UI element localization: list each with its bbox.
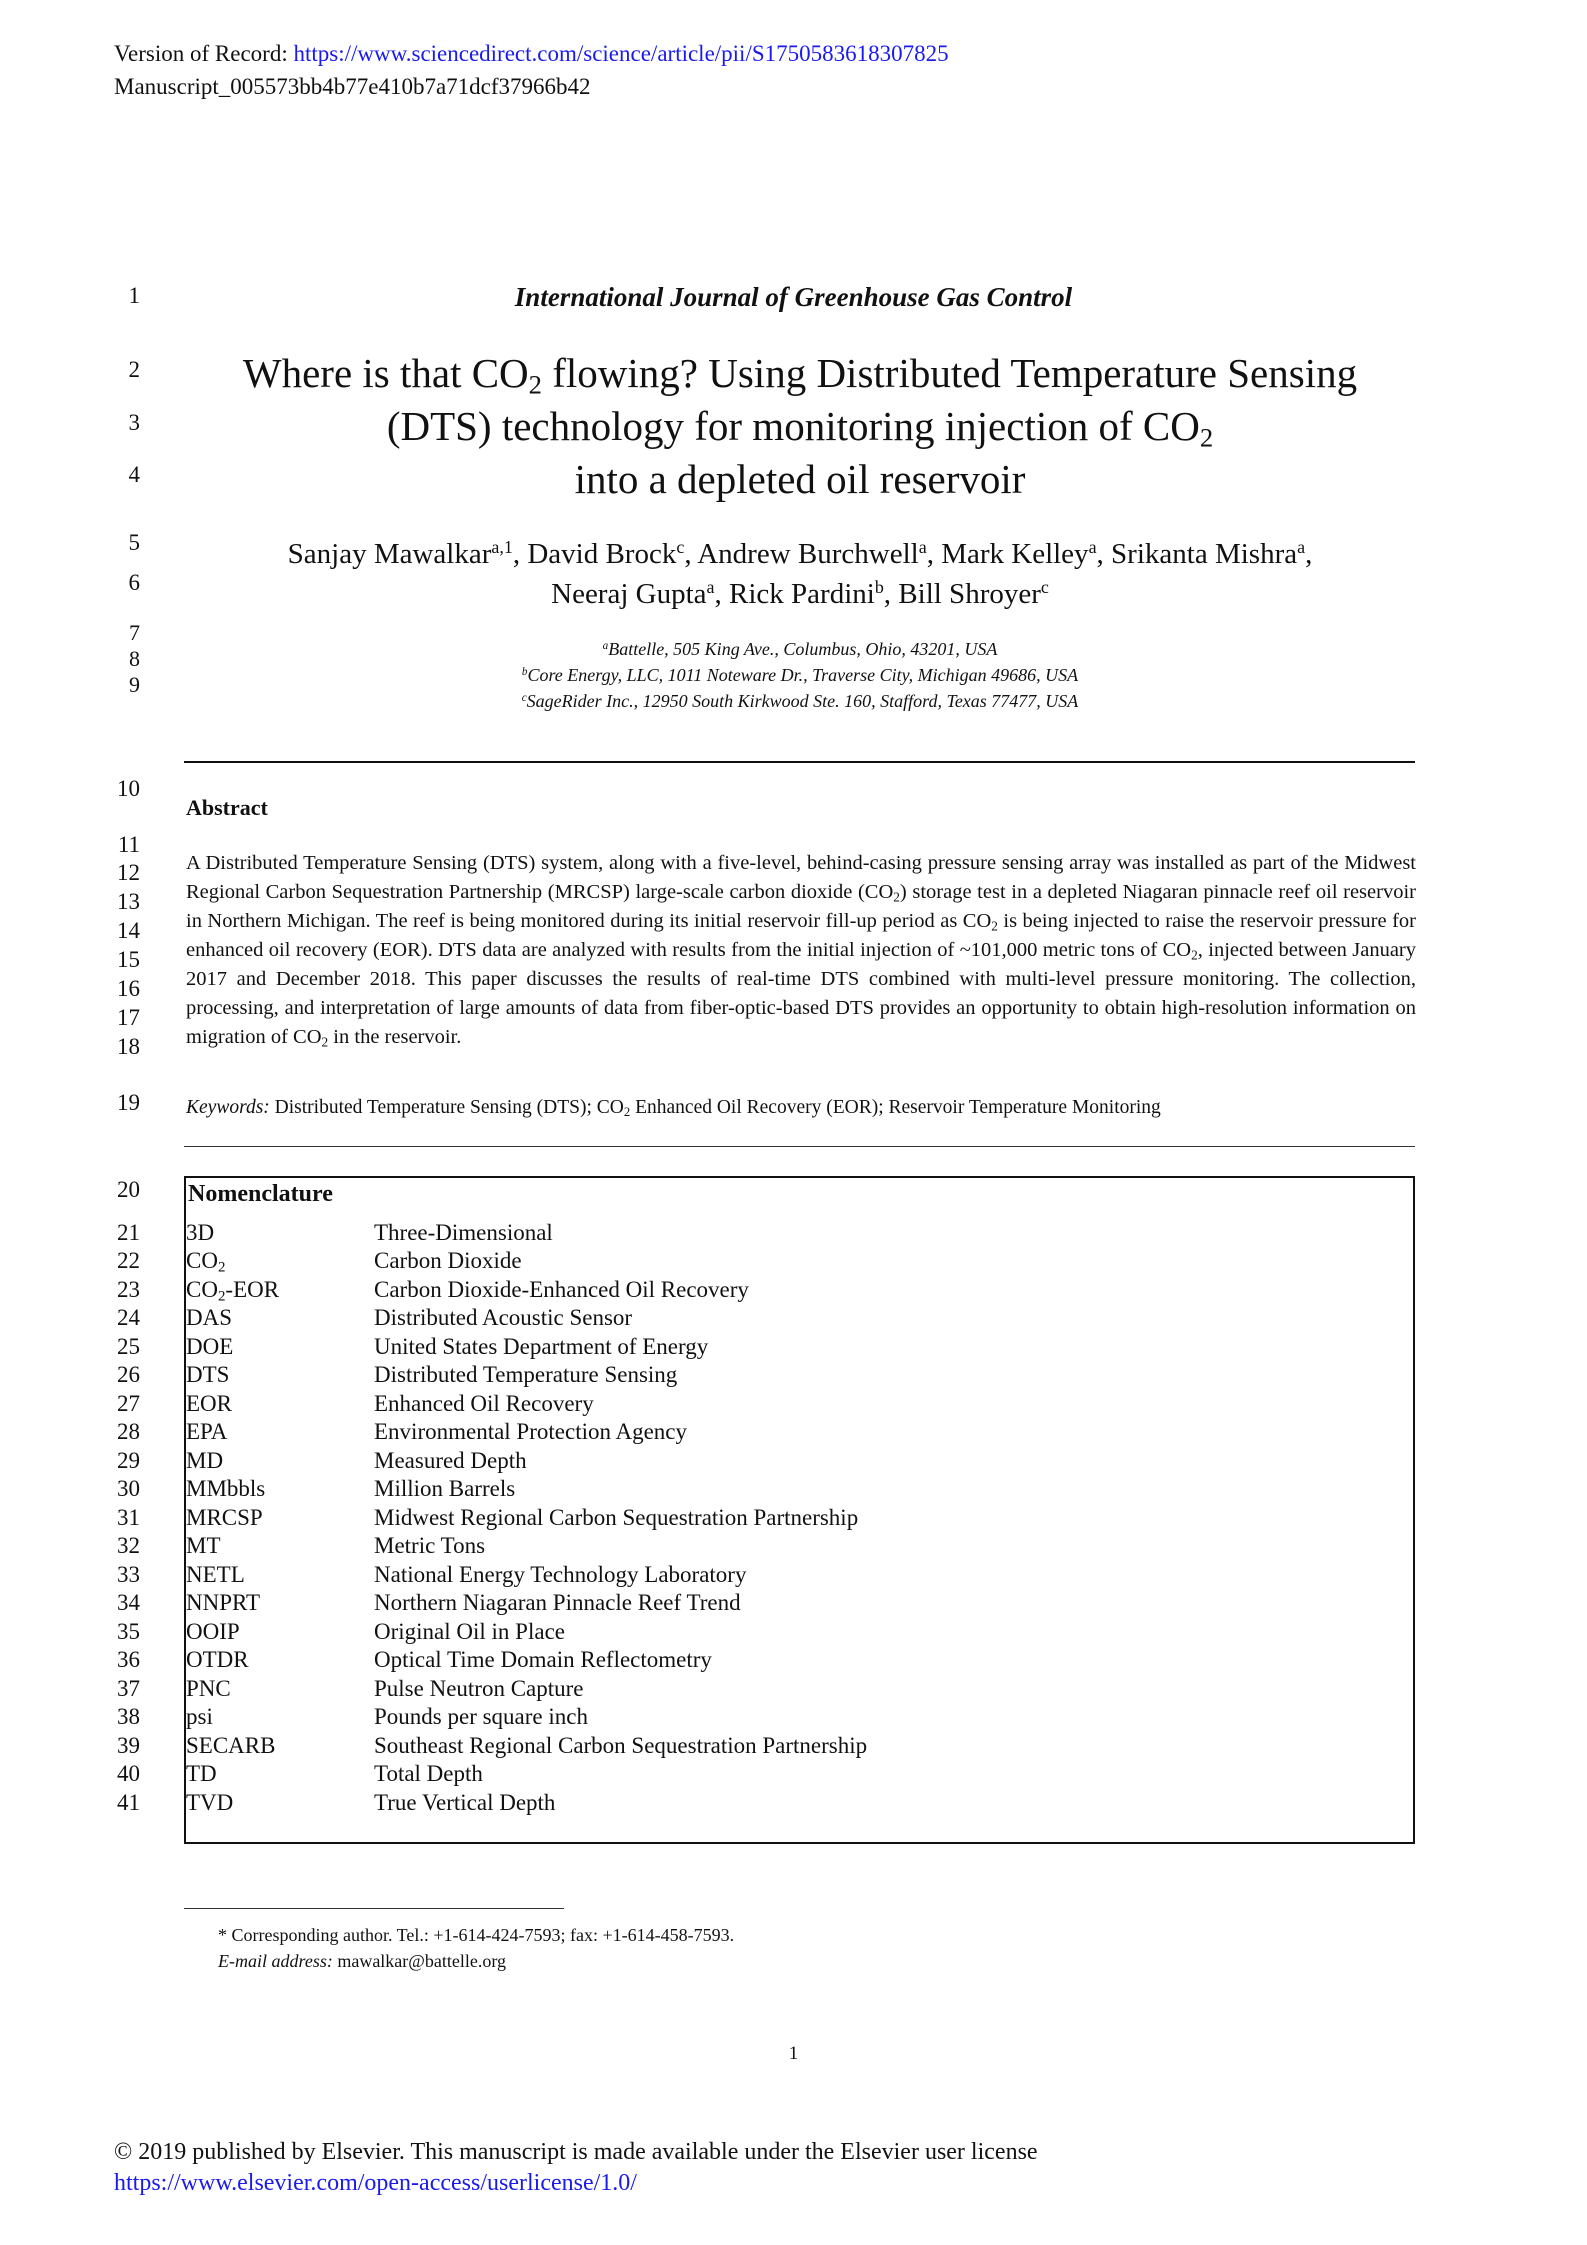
affiliation-mark: b xyxy=(521,665,528,678)
nomenclature-abbr xyxy=(186,1761,217,1787)
nomenclature-heading: Nomenclature xyxy=(188,1181,333,1207)
manuscript-id: Manuscript_005573bb4b77e410b7a71dcf37966b42 xyxy=(114,74,591,99)
nomenclature-definition: Measured Depth xyxy=(374,1448,527,1473)
line-number: 29 xyxy=(117,1448,140,1473)
abbr-text: NETL xyxy=(186,1562,245,1587)
nomenclature-definition: Environmental Protection Agency xyxy=(374,1419,687,1444)
page-number: 1 xyxy=(788,2043,799,2064)
nomenclature-abbr xyxy=(186,1533,221,1559)
abstract-heading: Abstract xyxy=(186,795,268,820)
nomenclature-definition: Carbon Dioxide-Enhanced Oil Recovery xyxy=(374,1277,749,1302)
abbr-text: EPA xyxy=(186,1419,228,1444)
author-name: Mark Kelley xyxy=(941,538,1089,570)
abbr-text: 3D xyxy=(186,1220,215,1245)
author-affiliation-mark: a xyxy=(918,537,927,558)
nomenclature-definition: Three-Dimensional xyxy=(374,1220,553,1245)
line-number: 1 xyxy=(128,283,140,308)
nomenclature-abbr xyxy=(186,1790,233,1816)
line-number: 5 xyxy=(128,530,140,555)
abbr-text: DTS xyxy=(186,1362,230,1387)
copyright-notice: © 2019 published by Elsevier. This manuscript is made available under the Elsevier user license xyxy=(114,2139,1038,2165)
line-number: 35 xyxy=(117,1619,140,1644)
title-line2-sub: 2 xyxy=(1199,422,1214,453)
nomenclature-definition: Million Barrels xyxy=(374,1476,516,1501)
nomenclature-abbr xyxy=(186,1391,232,1417)
author-affiliation-mark: b xyxy=(874,577,884,598)
author-line-1 xyxy=(180,534,1420,574)
nomenclature-abbr xyxy=(186,1647,249,1673)
affiliation-line xyxy=(180,688,1420,714)
nomenclature-abbr xyxy=(186,1248,225,1274)
abbr-subscript: 2 xyxy=(217,1259,226,1276)
nomenclature-definition: United States Department of Energy xyxy=(374,1334,709,1359)
line-number: 41 xyxy=(117,1790,140,1815)
line-number: 38 xyxy=(117,1704,140,1729)
nomenclature-definition: Carbon Dioxide xyxy=(374,1248,522,1273)
line-number: 3 xyxy=(128,410,140,435)
abbr-text: MD xyxy=(186,1448,224,1473)
line-number: 11 xyxy=(117,832,140,857)
title-line1-sub: 2 xyxy=(528,369,542,400)
license-url xyxy=(114,2170,637,2197)
affiliation-line xyxy=(180,636,1420,662)
author-affiliation-mark: a xyxy=(1088,537,1097,558)
nomenclature-definition: Metric Tons xyxy=(374,1533,486,1558)
abstract-sub-1: 2 xyxy=(893,889,900,905)
line-number: 16 xyxy=(117,976,140,1001)
line-number: 6 xyxy=(128,570,140,595)
keywords-bottom-rule xyxy=(184,1146,1415,1147)
abstract-part-4: , injected between January 2017 and December 2018. This paper discusses the results of real-time DTS combined with multi-level pressure monitoring. The collection, processing, and interpretation of large amounts of data from fiber-optic-based DTS provides an opportunity to obtain high-resolution information on migration of CO xyxy=(186,939,1416,1048)
line-number: 21 xyxy=(117,1220,140,1245)
line-number: 25 xyxy=(117,1334,140,1359)
nomenclature-abbr xyxy=(186,1448,223,1474)
abbr-subscript: 2 xyxy=(217,1288,226,1305)
keywords-pre: Distributed Temperature Sensing (DTS); CO xyxy=(269,1097,624,1118)
author-separator: , xyxy=(883,578,899,610)
footnote-corresponding: * Corresponding author. Tel.: +1-614-424-7593; fax: +1-614-458-7593. xyxy=(218,1925,735,1945)
author-separator: , xyxy=(1096,538,1112,570)
abbr-text: CO xyxy=(186,1277,218,1302)
line-number: 28 xyxy=(117,1419,140,1444)
nomenclature-abbr xyxy=(186,1562,245,1588)
line-number: 23 xyxy=(117,1277,140,1302)
line-number: 37 xyxy=(117,1676,140,1701)
abstract-part-5: in the reservoir. xyxy=(328,1026,462,1048)
nomenclature-definition: Pulse Neutron Capture xyxy=(374,1676,584,1701)
abbr-text: MMbbls xyxy=(186,1476,266,1501)
author-separator: , xyxy=(512,538,528,570)
line-number: 32 xyxy=(117,1533,140,1558)
nomenclature-abbr xyxy=(186,1277,279,1303)
nomenclature-abbr xyxy=(186,1220,214,1246)
keywords-sub: 2 xyxy=(623,1105,631,1120)
line-number: 33 xyxy=(117,1562,140,1587)
abbr-text: DAS xyxy=(186,1305,233,1330)
author-separator: , xyxy=(1305,538,1313,570)
affiliations xyxy=(180,636,1420,714)
nomenclature-abbr xyxy=(186,1476,265,1502)
affiliation-mark: a xyxy=(602,639,609,652)
keywords xyxy=(186,1097,1161,1119)
line-number: 4 xyxy=(128,462,140,487)
line-number: 13 xyxy=(117,889,140,914)
affiliation-line xyxy=(180,662,1420,688)
line-number: 31 xyxy=(117,1505,140,1530)
author-name: Neeraj Gupta xyxy=(551,578,707,610)
author-affiliation-mark: c xyxy=(1040,577,1049,598)
version-of-record xyxy=(114,40,949,68)
abbr-text: NNPRT xyxy=(186,1590,261,1615)
email-label: E-mail address: xyxy=(218,1951,333,1971)
line-number: 17 xyxy=(117,1005,140,1030)
nomenclature-definition: Distributed Temperature Sensing xyxy=(374,1362,678,1387)
line-number: 10 xyxy=(117,776,140,801)
email-address[interactable]: mawalkar@battelle.org xyxy=(332,1951,507,1971)
line-number: 20 xyxy=(117,1177,140,1202)
author-name: Rick Pardini xyxy=(729,578,875,610)
nomenclature-definition: Enhanced Oil Recovery xyxy=(374,1391,594,1416)
nomenclature-abbr xyxy=(186,1362,229,1388)
title-line1-pre: Where is that CO xyxy=(242,350,529,396)
version-url-link[interactable]: https://www.sciencedirect.com/science/article/pii/S1750583618307825 xyxy=(293,41,949,66)
nomenclature-definition: True Vertical Depth xyxy=(374,1790,556,1815)
line-number: 30 xyxy=(117,1476,140,1501)
author-name: Andrew Burchwell xyxy=(697,538,919,570)
footnote-rule xyxy=(184,1908,564,1909)
abbr-text: MRCSP xyxy=(186,1505,263,1530)
abstract-part-2: ) storage test in a depleted Niagaran pinnacle reef oil reservoir in Northern Michigan. The reef is being monitored during its initial reservoir fill-up period as CO xyxy=(186,881,1416,932)
footnote-email xyxy=(218,1951,506,1972)
line-number: 8 xyxy=(129,646,140,671)
author-list xyxy=(180,534,1420,614)
author-separator: , xyxy=(714,578,730,610)
version-label: Version of Record: xyxy=(114,41,294,66)
author-separator: , xyxy=(926,538,942,570)
nomenclature-abbr xyxy=(186,1419,227,1445)
line-number: 9 xyxy=(129,672,140,697)
affiliation-mark: c xyxy=(521,691,527,704)
nomenclature-abbr xyxy=(186,1676,231,1702)
paper-title xyxy=(180,347,1420,506)
abbr-text: TD xyxy=(186,1761,217,1786)
nomenclature-definition: Original Oil in Place xyxy=(374,1619,565,1644)
abstract-body xyxy=(186,849,1416,1052)
nomenclature-abbr xyxy=(186,1733,275,1759)
nomenclature-definition: Midwest Regional Carbon Sequestration Partnership xyxy=(374,1505,859,1530)
abstract-part-3: is being injected to raise the reservoir pressure for enhanced oil recovery (EOR). DTS data are analyzed with results from the initial injection of ~101,000 metric tons of CO xyxy=(186,910,1416,961)
author-name: Bill Shroyer xyxy=(898,578,1041,610)
line-number: 36 xyxy=(117,1647,140,1672)
journal-name: International Journal of Greenhouse Gas Control xyxy=(514,282,1073,312)
nomenclature-definition: Pounds per square inch xyxy=(374,1704,588,1729)
author-name: Srikanta Mishra xyxy=(1111,538,1298,570)
license-link[interactable]: https://www.elsevier.com/open-access/userlicense/1.0/ xyxy=(114,2170,637,2196)
line-number: 14 xyxy=(117,918,140,943)
author-affiliation-mark: a,1 xyxy=(491,537,513,558)
title-line2-pre: (DTS) technology for monitoring injection of CO xyxy=(386,403,1200,449)
nomenclature-definition: Total Depth xyxy=(374,1761,483,1786)
nomenclature-abbr xyxy=(186,1305,232,1331)
author-separator: , xyxy=(684,538,698,570)
author-affiliation-mark: a xyxy=(706,577,715,598)
keywords-label: Keywords: xyxy=(186,1097,270,1118)
line-number: 12 xyxy=(117,860,140,885)
nomenclature-abbr xyxy=(186,1619,240,1645)
nomenclature-abbr xyxy=(186,1334,233,1360)
abstract-top-rule xyxy=(184,761,1415,763)
line-number: 7 xyxy=(129,620,140,645)
nomenclature-definition: Northern Niagaran Pinnacle Reef Trend xyxy=(374,1590,741,1615)
line-number: 18 xyxy=(117,1034,140,1059)
nomenclature-abbr xyxy=(186,1590,260,1616)
abbr-text: EOR xyxy=(186,1391,232,1416)
line-number: 26 xyxy=(117,1362,140,1387)
abstract-sub-4: 2 xyxy=(321,1034,329,1050)
affiliation-text: Core Energy, LLC, 1011 Noteware Dr., Traverse City, Michigan 49686, USA xyxy=(527,665,1079,685)
line-number: 24 xyxy=(117,1305,140,1330)
abbr-suffix: -EOR xyxy=(225,1277,280,1302)
title-line1-post: flowing? Using Distributed Temperature Sensing xyxy=(542,350,1358,396)
author-affiliation-mark: a xyxy=(1297,537,1306,558)
abbr-text: SECARB xyxy=(186,1733,276,1758)
affiliation-text: SageRider Inc., 12950 South Kirkwood Ste. 160, Stafford, Texas 77477, USA xyxy=(526,691,1079,711)
nomenclature-definition: Southeast Regional Carbon Sequestration Partnership xyxy=(374,1733,868,1758)
abbr-text: CO xyxy=(186,1248,218,1273)
nomenclature-definition: Optical Time Domain Reflectometry xyxy=(374,1647,712,1672)
line-number: 15 xyxy=(117,947,140,972)
author-line-2 xyxy=(180,574,1420,614)
author-name: Sanjay Mawalkar xyxy=(287,538,492,570)
line-number: 39 xyxy=(117,1733,140,1758)
line-number: 40 xyxy=(117,1761,140,1786)
nomenclature-definition: Distributed Acoustic Sensor xyxy=(374,1305,633,1330)
title-line3: into a depleted oil reservoir xyxy=(574,456,1026,502)
author-name: David Brock xyxy=(527,538,677,570)
nomenclature-abbr xyxy=(186,1505,263,1531)
abstract-sub-3: 2 xyxy=(1191,947,1198,963)
abbr-text: PNC xyxy=(186,1676,231,1701)
abstract-sub-2: 2 xyxy=(991,918,998,934)
abbr-text: psi xyxy=(186,1704,213,1729)
line-number: 22 xyxy=(117,1248,140,1273)
abbr-text: DOE xyxy=(186,1334,234,1359)
abbr-text: TVD xyxy=(186,1790,234,1815)
keywords-post: Enhanced Oil Recovery (EOR); Reservoir Temperature Monitoring xyxy=(630,1097,1161,1118)
abbr-text: MT xyxy=(186,1533,221,1558)
line-number: 19 xyxy=(117,1090,140,1115)
author-affiliation-mark: c xyxy=(676,537,685,558)
line-number: 34 xyxy=(117,1590,140,1615)
line-number: 2 xyxy=(128,357,140,382)
abstract-part-1: A Distributed Temperature Sensing (DTS) system, along with a five-level, behind-casing pressure sensing array was installed as part of the Midwest Regional Carbon Sequestration Partnership (MRCSP) large-scale carbon dioxide (CO xyxy=(186,852,1416,903)
nomenclature-definition: National Energy Technology Laboratory xyxy=(374,1562,747,1587)
abbr-text: OTDR xyxy=(186,1647,249,1672)
affiliation-text: Battelle, 505 King Ave., Columbus, Ohio, 43201, USA xyxy=(608,639,998,659)
nomenclature-abbr xyxy=(186,1704,213,1730)
line-number: 27 xyxy=(117,1391,140,1416)
abbr-text: OOIP xyxy=(186,1619,240,1644)
